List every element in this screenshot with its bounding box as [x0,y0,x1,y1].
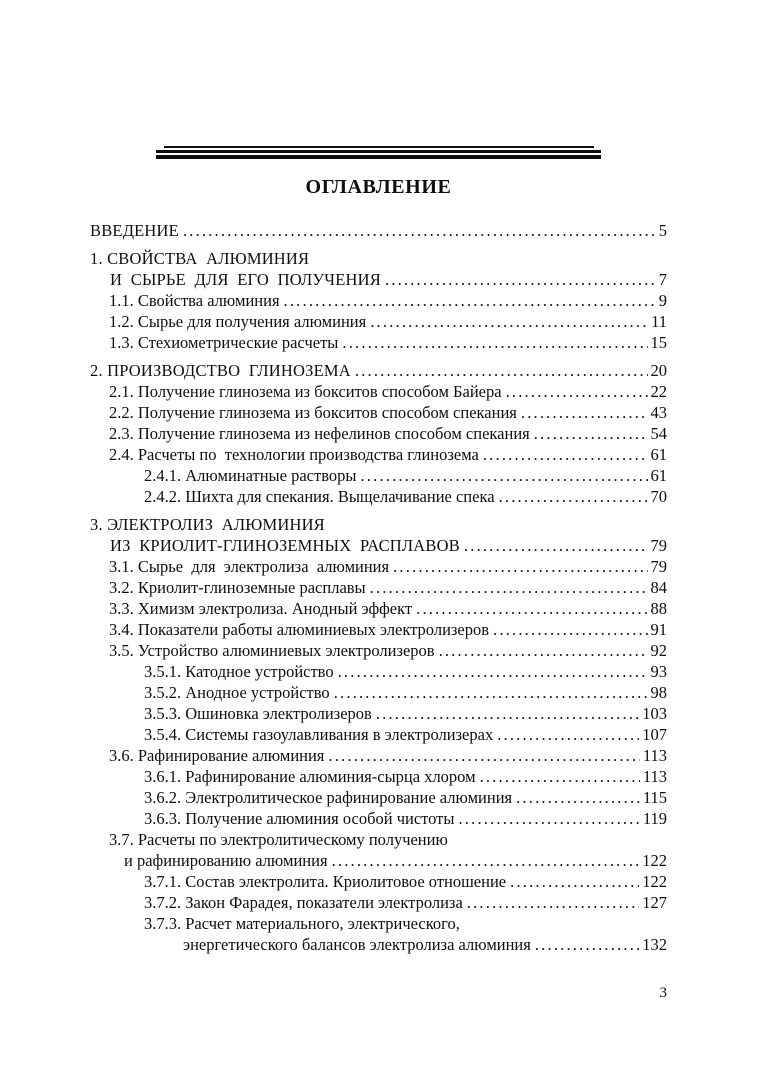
dot-leader [370,311,648,332]
toc-entry-text: энергетического балансов электролиза алюминия [183,935,531,954]
toc-entry-page-number: 88 [650,599,667,618]
toc-entry-page-number: 79 [650,536,667,555]
toc-entry [90,871,667,892]
toc-entry-text: 1. СВОЙСТВА АЛЮМИНИЯ [90,249,310,268]
toc-entry [90,514,667,556]
toc-entry [90,381,667,402]
header-rule-ornament [156,146,601,159]
toc-entry-page-number: 11 [651,312,667,331]
toc-entry-text: 3.5. Устройство алюминиевых электролизеров [109,641,435,660]
toc-entry-page-number: 93 [650,662,667,681]
toc-entry-text: 3.7.2. Закон Фарадея, показатели электролиза [144,893,463,912]
toc-entry-page-number: 84 [650,578,667,597]
toc-entry-line [144,703,667,724]
toc-entry-text: 2.4.1. Алюминатные растворы [144,466,357,485]
toc-entry [90,465,667,486]
toc-entry-text: 3.3. Химизм электролиза. Анодный эффект [109,599,413,618]
toc-entry-page-number: 7 [658,270,667,289]
dot-leader [328,745,639,766]
toc-entry-line [144,871,667,892]
toc-entry-line [109,556,667,577]
dot-leader [499,486,648,507]
toc-entry [90,682,667,703]
dot-leader [506,381,648,402]
toc-entry [90,808,667,829]
toc-entry-text: 3.6. Рафинирование алюминия [109,746,325,765]
toc-entry-text: 3.1. Сырье для электролиза алюминия [109,557,390,576]
toc-entry-page-number: 98 [650,683,667,702]
toc-entry [90,913,667,955]
toc-entry-line [144,913,667,934]
toc-entry-line [109,598,667,619]
toc-entry-page-number: 103 [642,704,667,723]
dot-leader [458,808,639,829]
dot-leader [483,444,648,465]
toc-entry-line [109,381,667,402]
toc-entry [90,220,667,241]
dot-leader [480,766,640,787]
toc-entry-line [144,682,667,703]
toc-entry-text: 1.2. Сырье для получения алюминия [109,312,367,331]
toc-entry-text: 3.7. Расчеты по электролитическому получению [109,830,448,849]
footer-page-number: 3 [659,985,667,1001]
toc-entry-text: 3.6.1. Рафинирование алюминия-сырца хлором [144,767,476,786]
toc-entry [90,332,667,353]
toc-entry-line [90,514,667,535]
toc-entry-text: 3. ЭЛЕКТРОЛИЗ АЛЮМИНИЯ [90,515,325,534]
dot-leader [521,402,648,423]
toc-entry-page-number: 15 [650,333,667,352]
toc-entry-line [144,724,667,745]
toc-entry-text: ИЗ КРИОЛИТ-ГЛИНОЗЕМНЫХ РАСПЛАВОВ [110,536,460,555]
dot-leader [370,577,648,598]
toc-entry-page-number: 54 [650,424,667,443]
toc-entry-page-number: 91 [650,620,667,639]
toc-entry-line [109,290,667,311]
toc-entry [90,486,667,507]
toc-entry-page-number: 5 [658,221,667,240]
dot-leader [467,892,639,913]
dot-leader [376,703,639,724]
toc-entry-line [109,577,667,598]
toc-entry-line [144,808,667,829]
toc-entry [90,619,667,640]
toc-entry-line [109,311,667,332]
toc-entry-line [144,661,667,682]
toc-entry [90,556,667,577]
dot-leader [497,724,639,745]
toc-entry-line [90,535,667,556]
header-rule-middle-line [156,150,601,153]
dot-leader [535,934,639,955]
toc-entry-line [109,850,667,871]
toc-entry-line [109,829,667,850]
toc-entry-text: 3.5.3. Ошиновка электролизеров [144,704,372,723]
toc-entry [90,766,667,787]
toc-entry-page-number: 61 [650,445,667,464]
toc-entry-page-number: 43 [650,403,667,422]
dot-leader [355,360,648,381]
toc-entry-text: 2.3. Получение глинозема из нефелинов способом спекания [109,424,530,443]
toc-entry [90,703,667,724]
toc-entry [90,724,667,745]
toc-entry-text: 3.7.1. Состав электролита. Криолитовое отношение [144,872,507,891]
dot-leader [334,682,648,703]
toc-entry-text: 3.5.4. Системы газоулавливания в электролизерах [144,725,494,744]
toc-entry [90,577,667,598]
header-rule-thin-line [164,146,594,148]
toc-entry-line [90,360,667,381]
toc-entry-page-number: 113 [642,767,667,786]
dot-leader [464,535,648,556]
toc-entry-line [109,619,667,640]
dot-leader [360,465,647,486]
toc-entry-text: 1.3. Стехиометрические расчеты [109,333,339,352]
header-rule-thick-line [156,155,601,159]
toc-entry [90,640,667,661]
toc-entry-line [144,892,667,913]
page-content [90,146,667,955]
dot-leader [338,661,648,682]
dot-leader [183,220,656,241]
toc-entry-page-number: 61 [650,466,667,485]
toc-entry-page-number: 122 [642,851,667,870]
toc-entry [90,787,667,808]
toc-entry [90,661,667,682]
dot-leader [439,640,648,661]
toc-entry-text: 3.4. Показатели работы алюминиевых электролизеров [109,620,490,639]
toc-entry-line [144,934,667,955]
toc-list [90,220,667,955]
toc-entry-page-number: 9 [658,291,667,310]
toc-entry-text: и рафинированию алюминия [124,851,328,870]
toc-entry-line [109,402,667,423]
toc-entry-text: 3.7.3. Расчет материального, электрического, [144,914,460,933]
toc-entry-line [144,465,667,486]
toc-entry-line [109,332,667,353]
toc-entry-page-number: 70 [650,487,667,506]
toc-entry-page-number: 107 [642,725,667,744]
toc-entry-page-number: 20 [650,361,667,380]
toc-entry-text: 3.5.1. Катодное устройство [144,662,334,681]
toc-entry-page-number: 132 [642,935,667,954]
toc-entry [90,444,667,465]
toc-entry-line [109,444,667,465]
toc-entry-text: 1.1. Свойства алюминия [109,291,280,310]
toc-entry-page-number: 113 [642,746,667,765]
toc-entry-line [109,745,667,766]
dot-leader [284,290,656,311]
dot-leader [342,332,647,353]
dot-leader [516,787,640,808]
page-title: ОГЛАВЛЕНИЕ [305,176,452,198]
toc-entry-line [144,486,667,507]
dot-leader [393,556,647,577]
toc-entry-page-number: 122 [642,872,667,891]
dot-leader [510,871,639,892]
toc-entry [90,423,667,444]
toc-entry-line [109,640,667,661]
toc-entry-line [109,423,667,444]
toc-entry-line [90,269,667,290]
toc-entry-text: 2.4. Расчеты по технологии производства глинозема [109,445,479,464]
toc-entry-text: 3.6.3. Получение алюминия особой чистоты [144,809,455,828]
toc-entry [90,829,667,871]
toc-entry-line [144,787,667,808]
toc-entry-line [144,766,667,787]
toc-entry [90,248,667,290]
toc-entry [90,402,667,423]
toc-entry-line [90,220,667,241]
dot-leader [493,619,647,640]
toc-entry-text: 2.4.2. Шихта для спекания. Выщелачивание спека [144,487,495,506]
toc-entry-line [90,248,667,269]
toc-entry-text: 2. ПРОИЗВОДСТВО ГЛИНОЗЕМА [90,361,351,380]
dot-leader [385,269,656,290]
toc-entry-page-number: 127 [642,893,667,912]
toc-entry-text: 3.2. Криолит-глиноземные расплавы [109,578,366,597]
toc-entry [90,598,667,619]
toc-entry [90,892,667,913]
toc-entry-page-number: 22 [650,382,667,401]
toc-entry-text: И СЫРЬЕ ДЛЯ ЕГО ПОЛУЧЕНИЯ [110,270,381,289]
toc-entry-text: 2.1. Получение глинозема из бокситов способом Байера [109,382,502,401]
toc-entry-page-number: 119 [642,809,667,828]
toc-entry-text: 3.5.2. Анодное устройство [144,683,330,702]
toc-entry-page-number: 79 [650,557,667,576]
dot-leader [416,598,647,619]
toc-entry [90,311,667,332]
toc-entry-text: 3.6.2. Электролитическое рафинирование алюминия [144,788,513,807]
toc-entry-page-number: 92 [650,641,667,660]
dot-leader [332,850,640,871]
toc-entry [90,360,667,381]
toc-entry-page-number: 115 [642,788,667,807]
dot-leader [534,423,648,444]
toc-entry-text: 2.2. Получение глинозема из бокситов способом спекания [109,403,517,422]
toc-entry [90,290,667,311]
toc-entry-text: ВВЕДЕНИЕ [90,221,179,240]
toc-entry [90,745,667,766]
